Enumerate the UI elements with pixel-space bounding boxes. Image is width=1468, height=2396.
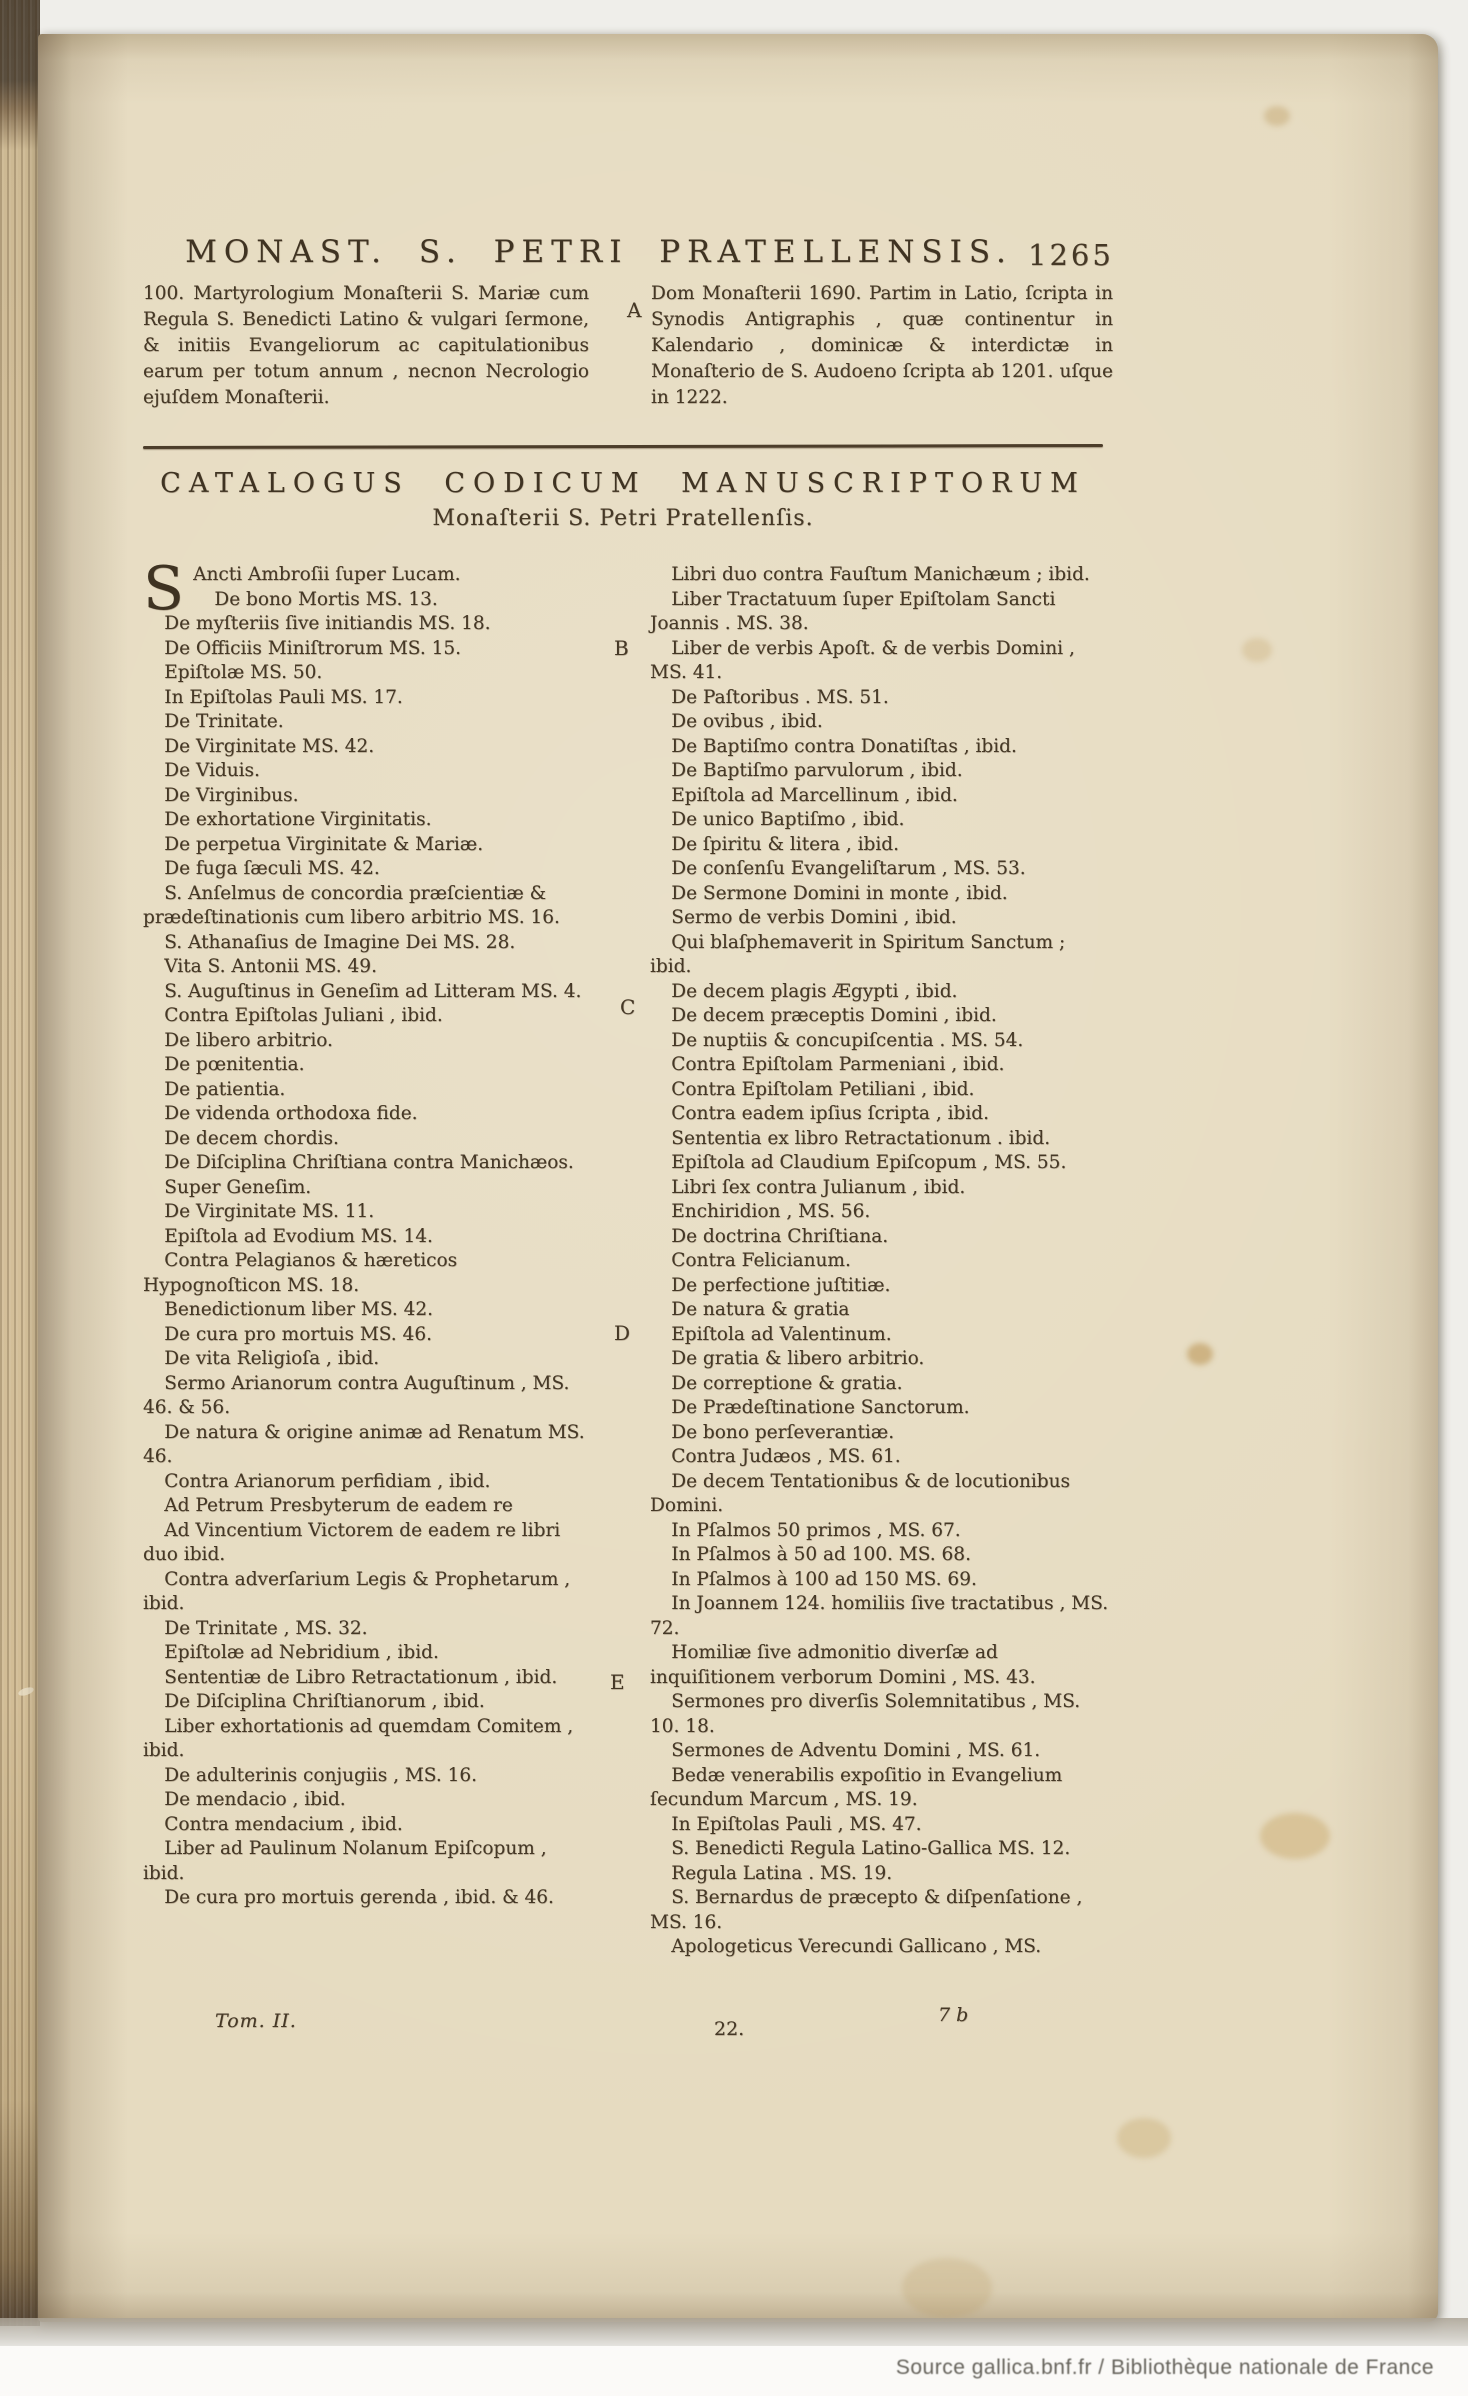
headnote-left-paragraph: 100. Martyrologium Monaſterii S. Mariæ cum Regula S. Benedicti Latino & vulgari ſermone, & initiis Evangeliorum ac capitulationibus earum per totum annum , necnon Necrologio ejuſdem Monaſterii. bbox=[143, 283, 589, 408]
catalog-entry: De ſpiritu & litera , ibid. bbox=[671, 833, 900, 855]
catalog-entry: De adulterinis conjugiis , MS. 16. bbox=[164, 1764, 477, 1786]
scan-bottom-shadow bbox=[0, 2318, 1468, 2346]
catalog-entry: S. Anſelmus de concordia præſcientiæ & prædeſtinationis cum libero arbitrio MS. 16. bbox=[143, 882, 560, 928]
catalog-entry: Super Geneſim. bbox=[164, 1176, 312, 1198]
catalog-entry: De doctrina Chriſtiana. bbox=[671, 1225, 889, 1247]
catalog-entry: De Baptiſmo parvulorum , ibid. bbox=[671, 760, 963, 781]
book-binding-edge bbox=[0, 0, 40, 2326]
catalog-entry: Contra Epiſtolam Petiliani , ibid. bbox=[671, 1078, 975, 1100]
catalog-columns bbox=[143, 563, 1118, 2015]
catalog-entry: Contra Epiſtolas Juliani , ibid. bbox=[164, 1005, 443, 1026]
catalog-entry: Apologeticus Verecundi Gallicano , MS. bbox=[671, 1936, 1042, 1957]
catalog-entry: In Pſalmos 50 primos , MS. 67. bbox=[671, 1519, 961, 1541]
catalog-entry: Epiſtola ad Evodium MS. 14. bbox=[164, 1225, 433, 1247]
catalog-entry: De Prædeſtinatione Sanctorum. bbox=[671, 1397, 970, 1418]
catalog-entry: De natura & origine animæ ad Renatum MS. 46. bbox=[143, 1421, 585, 1467]
catalog-entry: De decem chordis. bbox=[164, 1127, 339, 1149]
catalog-column-left bbox=[143, 563, 591, 1911]
horizontal-rule bbox=[143, 444, 1103, 449]
catalog-entry: De unico Baptiſmo , ibid. bbox=[671, 809, 905, 830]
page-number: 1265 bbox=[1028, 238, 1114, 272]
catalog-entry: Contra Felicianum. bbox=[671, 1250, 851, 1271]
drop-cap: S bbox=[143, 563, 185, 624]
margin-letter-B: B bbox=[614, 636, 629, 660]
catalog-entry: Epiſtolæ MS. 50. bbox=[164, 662, 323, 683]
foxing-stain bbox=[1187, 1343, 1213, 1365]
catalog-entry: De Paſtoribus . MS. 51. bbox=[671, 686, 889, 708]
catalog-entry: In Pſalmos à 50 ad 100. MS. 68. bbox=[671, 1544, 971, 1565]
catalog-entry: Contra Judæos , MS. 61. bbox=[671, 1446, 901, 1467]
catalog-entry: De mendacio , ibid. bbox=[164, 1789, 346, 1810]
catalog-entry: De Baptiſmo contra Donatiſtas , ibid. bbox=[671, 735, 1017, 757]
catalog-entry: Sermo de verbis Domini , ibid. bbox=[671, 907, 957, 928]
catalog-entry: De Virginitate MS. 42. bbox=[164, 735, 375, 757]
headnote-right-paragraph: Dom Monaſterii 1690. Partim in Latio, ſcripta in Synodis Antigraphis , quæ continentur in Kalendario , dominicæ & interdictæ in Monaſterio de S. Audoeno ſcripta ab 1201. uſque in 1222. bbox=[651, 283, 1113, 408]
catalog-entry: De Trinitate. bbox=[164, 711, 284, 732]
catalog-entry: De libero arbitrio. bbox=[164, 1029, 333, 1051]
catalog-entry: De videnda orthodoxa fide. bbox=[164, 1103, 418, 1124]
catalog-entry: De Diſciplina Chriſtiana contra Manichæos. bbox=[164, 1152, 574, 1173]
catalog-entry: S. Athanaſius de Imagine Dei MS. 28. bbox=[164, 931, 516, 953]
catalog-entry: Sermones de Adventu Domini , MS. 61. bbox=[671, 1740, 1041, 1761]
catalog-entry: In Joannem 124. homiliis ſive tractatibus , MS. 72. bbox=[650, 1593, 1109, 1639]
catalog-entry: Liber de verbis Apoſt. & de verbis Domini , MS. 41. bbox=[650, 637, 1075, 683]
catalog-entry: De patientia. bbox=[164, 1078, 286, 1100]
catalog-entry: Sermo Arianorum contra Auguſtinum , MS. 46. & 56. bbox=[143, 1372, 570, 1418]
catalog-entry: Homiliæ ſive admonitio diverſæ ad inquiſitionem verborum Domini , MS. 43. bbox=[650, 1642, 1036, 1688]
catalog-entry: Vita S. Antonii MS. 49. bbox=[164, 956, 377, 977]
catalog-entry: De decem plagis Ægypti , ibid. bbox=[671, 980, 958, 1002]
catalog-entry: Sermones pro diverſis Solemnitatibus , MS. 10. 18. bbox=[650, 1691, 1081, 1737]
catalog-entry: De gratia & libero arbitrio. bbox=[671, 1348, 925, 1369]
catalog-entry: Enchiridion , MS. 56. bbox=[671, 1201, 871, 1222]
catalog-entry: De Diſciplina Chriſtianorum , ibid. bbox=[164, 1691, 485, 1712]
catalog-entry: De decem Tentationibus & de locutionibus Domini. bbox=[650, 1470, 1071, 1516]
section-subtitle: Monaſterii S. Petri Pratellenſis. bbox=[432, 506, 814, 531]
catalog-entry: De Sermone Domini in monte , ibid. bbox=[671, 882, 1008, 904]
catalog-entry: Liber exhortationis ad quemdam Comitem , ibid. bbox=[143, 1715, 574, 1761]
catalog-entry: De perpetua Virginitate & Mariæ. bbox=[164, 833, 484, 855]
catalog-entry: Benedictionum liber MS. 42. bbox=[164, 1299, 434, 1320]
catalog-entry: De cura pro mortuis MS. 46. bbox=[164, 1323, 432, 1345]
catalog-entry: De fuga ſæculi MS. 42. bbox=[164, 858, 380, 879]
catalog-entry: De Officiis Miniſtrorum MS. 15. bbox=[164, 637, 461, 659]
quire-signature: 7 b bbox=[938, 2004, 969, 2026]
catalog-entry: De Viduis. bbox=[164, 760, 260, 781]
catalog-entry: De nuptiis & concupiſcentia . MS. 54. bbox=[671, 1029, 1024, 1051]
margin-letter-C: C bbox=[620, 995, 636, 1019]
catalog-entry: Contra eadem ipſius ſcripta , ibid. bbox=[671, 1103, 989, 1124]
catalog-entry: De correptione & gratia. bbox=[671, 1372, 903, 1394]
foxing-stain bbox=[1242, 638, 1272, 662]
catalog-entry: De ovibus , ibid. bbox=[671, 711, 823, 732]
catalog-entry: S. Bernardus de præcepto & diſpenſatione , MS. 16. bbox=[650, 1887, 1083, 1933]
catalog-entry: De myſteriis ſive initiandis MS. 18. bbox=[164, 613, 491, 634]
catalog-entry: De bono Mortis MS. 13. bbox=[214, 588, 438, 610]
catalog-entry: De bono perſeverantiæ. bbox=[671, 1421, 895, 1443]
catalog-entry: S. Auguſtinus in Geneſim ad Litteram MS. 4. bbox=[164, 980, 582, 1002]
catalog-entry: In Epiſtolas Pauli MS. 17. bbox=[164, 686, 403, 708]
catalog-entry: De exhortatione Virginitatis. bbox=[164, 809, 432, 830]
catalog-entry: Epiſtolæ ad Nebridium , ibid. bbox=[164, 1642, 439, 1663]
foxing-stain bbox=[902, 2258, 992, 2318]
foxing-stain bbox=[1264, 106, 1290, 126]
catalog-entry: Sententiæ de Libro Retractationum , ibid. bbox=[164, 1666, 558, 1688]
catalog-entry: De conſenſu Evangeliſtarum , MS. 53. bbox=[671, 858, 1026, 879]
catalog-entry: Contra mendacium , ibid. bbox=[164, 1813, 403, 1835]
foxing-stain bbox=[1117, 2118, 1171, 2158]
catalog-entry: De perfectione juſtitiæ. bbox=[671, 1274, 891, 1296]
foxing-stain bbox=[1260, 1813, 1330, 1859]
catalog-entry: Contra Arianorum perfidiam , ibid. bbox=[164, 1470, 491, 1492]
catalog-entry: Ad Vincentium Victorem de eadem re libri duo ibid. bbox=[143, 1519, 561, 1565]
ms-number-carryover: 22. bbox=[714, 2018, 745, 2040]
catalog-entry: Epiſtola ad Marcellinum , ibid. bbox=[671, 784, 958, 806]
running-title: MONAST. S. PETRI PRATELLENSIS. bbox=[185, 234, 1013, 270]
catalog-entry: De Virginibus. bbox=[164, 784, 299, 806]
catalog-entry: Qui blaſphemaverit in Spiritum Sanctum ; ibid. bbox=[650, 931, 1066, 977]
catalog-entry: De cura pro mortuis gerenda , ibid. & 46. bbox=[164, 1887, 554, 1908]
volume-signature: Tom. II. bbox=[215, 2010, 297, 2032]
catalog-entry: Contra Epiſtolam Parmeniani , ibid. bbox=[671, 1054, 1005, 1075]
catalog-entry: Liber ad Paulinum Nolanum Epiſcopum , ibid. bbox=[143, 1838, 547, 1884]
margin-letter-A: A bbox=[627, 298, 642, 322]
catalog-entry: Contra Pelagianos & hæreticos Hypognoſticon MS. 18. bbox=[143, 1250, 458, 1296]
catalog-entry: De natura & gratia bbox=[671, 1299, 850, 1320]
margin-letter-E: E bbox=[610, 1670, 625, 1694]
catalog-entry: Bedæ venerabilis expoſitio in Evangelium ſecundum Marcum , MS. 19. bbox=[650, 1764, 1063, 1810]
catalog-entry: Liber Tractatuum ſuper Epiſtolam Sancti Joannis . MS. 38. bbox=[650, 588, 1056, 634]
gallica-attribution-text: Source gallica.bnf.fr / Bibliothèque nationale de France bbox=[895, 2356, 1434, 2379]
section-title: CATALOGUS CODICUM MANUSCRIPTORUM bbox=[160, 468, 1086, 499]
catalog-column-right bbox=[650, 563, 1112, 1960]
catalog-entry: In Epiſtolas Pauli , MS. 47. bbox=[671, 1813, 922, 1835]
catalog-entry: S Ancti Ambroſii ſuper Lucam. bbox=[143, 563, 461, 624]
catalog-entry: De vita Religioſa , ibid. bbox=[164, 1348, 380, 1369]
catalog-entry: Epiſtola ad Claudium Epiſcopum , MS. 55. bbox=[671, 1152, 1067, 1173]
catalog-entry: De Virginitate MS. 11. bbox=[164, 1201, 375, 1222]
margin-letter-D: D bbox=[614, 1321, 631, 1345]
catalog-entry: Contra adverſarium Legis & Prophetarum , ibid. bbox=[143, 1568, 571, 1614]
gallica-banner bbox=[0, 2346, 1468, 2396]
catalog-entry: De decem præceptis Domini , ibid. bbox=[671, 1005, 997, 1026]
catalog-entry: De pœnitentia. bbox=[164, 1054, 305, 1075]
catalog-entry: De Trinitate , MS. 32. bbox=[164, 1617, 368, 1639]
catalog-entry: Epiſtola ad Valentinum. bbox=[671, 1323, 892, 1345]
catalog-entry: Sententia ex libro Retractationum . ibid. bbox=[671, 1127, 1051, 1149]
scanned-page bbox=[38, 34, 1438, 2322]
catalog-entry: Libri duo contra Fauſtum Manichæum ; ibid. bbox=[671, 564, 1090, 585]
catalog-entry: In Pſalmos à 100 ad 150 MS. 69. bbox=[671, 1568, 977, 1590]
catalog-entry: S. Benedicti Regula Latino-Gallica MS. 12. bbox=[671, 1838, 1071, 1859]
catalog-entry: Ad Petrum Presbyterum de eadem re bbox=[164, 1495, 513, 1516]
catalog-entry: Libri ſex contra Julianum , ibid. bbox=[671, 1176, 966, 1198]
catalog-entry: Regula Latina . MS. 19. bbox=[671, 1862, 893, 1884]
